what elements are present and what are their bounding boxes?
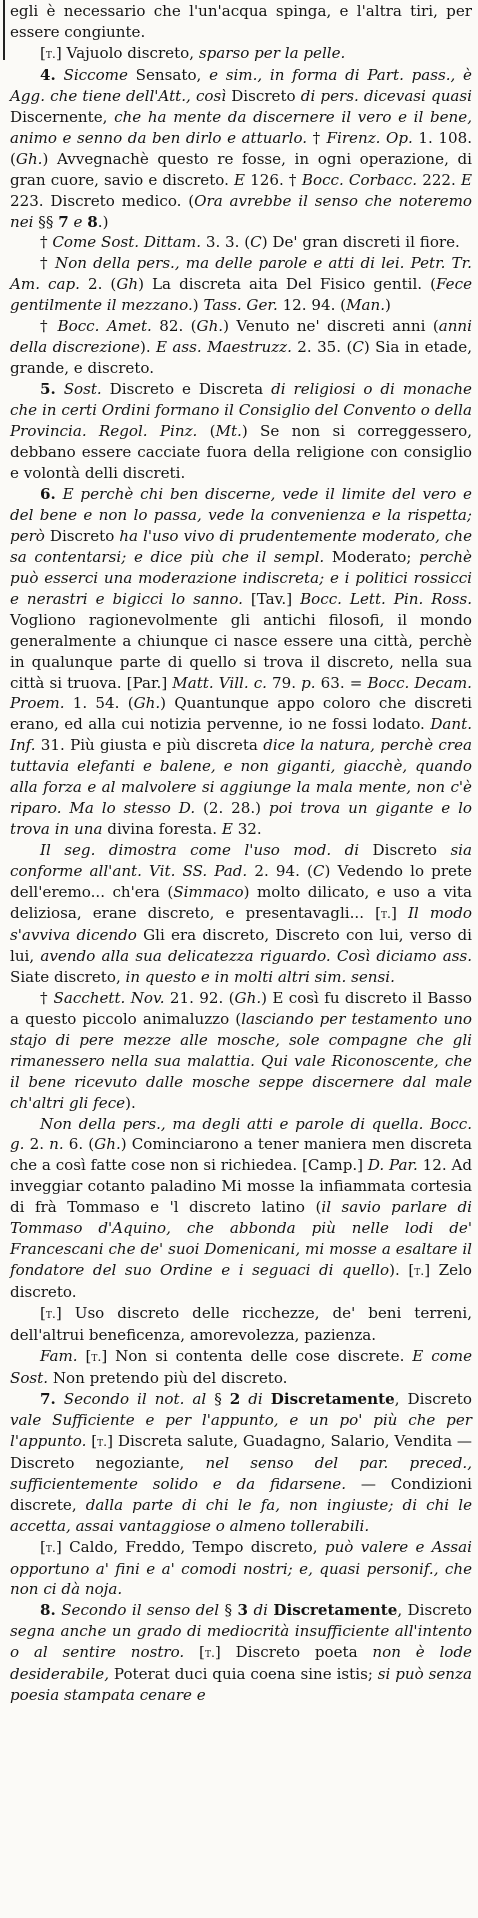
entry-paragraph: 7. Secondo il not. al § 2 di Discretamente, Discreto vale Sufficiente e per l'appunto, e un po' più che per l'appunto. [t.] Discreta salute, Guadagno, Salario, Vendita — Discreto negoziante, nel senso del par. preced., sufficientemente solido e da fidarsene. — Condizioni discrete, dalla parte di chi le fa, non ingiuste; di chi le accetta, assai vantaggiose o almeno tollerabili. — [10, 1389, 473, 1535]
entry-paragraph: 8. Secondo il senso del § 3 di Discretamente, Discreto segna anche un grado di mediocrità insufficiente all'intento o al sentire nostro. [t.] Discreto poeta non è lode desiderabile, Poterat duci quia coena sine istis; si può senza poesia stampata cenare e — [10, 1601, 472, 1705]
entry-paragraph: 4. Siccome Sensato, e sim., in forma di Part. pass., è Agg. che tiene dell'Att., così Discreto di pers. dicevasi quasi Discernente, che ha mente da discernere il vero e il bene, animo e senno da ben dirlo e attuarlo. † Firenz. Op. 1. 108. (Gh.) Avvegnachè questo re fosse, in ogni operazione, di gran cuore, savio e discreto. E 126. † Bocc. Corbacc. 222. E 223. Discreto medico. (Ora avrebbe il senso che noteremo nei §§ 7 e 8.) — [10, 65, 472, 231]
entry-paragraph: 5. Sost. Discreto e Discreta di religiosi o di monache che in certi Ordini formano il Consiglio del Convento o della Provincia. Regol. Pinz. (Mt.) Se non si correggessero, debbano essere cacciate fuora della religione con consiglio e volontà delli discreti. — [10, 380, 472, 482]
entry-paragraph: † Sacchett. Nov. 21. 92. (Gh.) E così fu discreto il Basso a questo piccolo animaluzzo (lasciando per testamento uno stajo di pere mezze alle mosche, sole compagne che gli rimanessero nella sua malattia. Qui vale Riconoscente, che il bene ricevuto dalle mosche seppe discernere dal male ch'altri gli fece). — [10, 988, 473, 1112]
entry-paragraph: [t.] Caldo, Freddo, Tempo discreto, può valere e Assai opportuno a' fini e a' comodi nostri; e, quasi personif., che non ci dà noja. — [10, 1537, 472, 1599]
entry-paragraph: [t.] Vajuolo discreto, sparso per la pelle. — [40, 43, 346, 62]
entry-paragraph: Fam. [t.] Non si contenta delle cose discrete. E come Sost. Non pretendo più del discreto. — [10, 1347, 473, 1387]
entry-text-column — [10, 1, 472, 1706]
entry-paragraph: 6. E perchè chi ben discerne, vede il limite del vero e del bene e non lo passa, vede la convenienza e la rispetta; però Discreto ha l'uso vivo di prudentemente moderato, che sa contentarsi; e dice più che il sempl. Moderato; perchè può esserci una moderazione indiscreta; e i politici rossicci e nerastri e bigicci lo sanno. [Tav.] Bocc. Lett. Pin. Ross. Vogliono ragionevolmente gli antichi filosofi, il mondo generalmente a chiunque ci nasce essere una città, perchè in qualunque parte di quello si trova il discreto, nella sua città si truova. [Par.] Matt. Vill. c. 79. p. 63. = Bocc. Decam. Proem. 1. 54. (Gh.) Quantunque appo coloro che discreti erano, ed alla cui notizia pervenne, io ne fossi lodato. Dant. Inf. 31. Più giusta e più discreta dice la natura, perchè crea tuttavia elefanti e balene, e non giganti, giacchè, quando alla forza e al malvolere si aggiunge la mala mente, non c'è riparo. Ma lo stesso D. (2. 28.) poi trova un gigante e lo trova in una divina foresta. E 32. — [10, 484, 473, 839]
entry-paragraph: † Bocc. Amet. 82. (Gh.) Venuto ne' discreti anni (anni della discrezione). E ass. Maestruzz. 2. 35. (C) Sia in etade, grande, e discreto. — [10, 317, 473, 378]
column-rule — [3, 0, 5, 60]
entry-paragraph: [t.] Uso discreto delle ricchezze, de' beni terreni, dell'altrui beneficenza, amorevolezza, pazienza. — [10, 1304, 472, 1345]
entry-paragraph: Il seg. dimostra come l'uso mod. di Discreto sia conforme all'ant. Vit. SS. Pad. 2. 94. (C) Vedendo lo prete dell'eremo... ch'era (Simmaco) molto dilicato, e uso a vita deliziosa, erane discreto, e presentavagli... [t.] Il modo s'avviva dicendo Gli era discreto, Discreto con lui, verso di lui, avendo alla sua delicatezza riguardo. Così diciamo ass. Siate discreto, in questo e in molti altri sim. sensi. — [10, 841, 473, 986]
entry-paragraph: † Come Sost. Dittam. 3. 3. (C) De' gran discreti il fiore. — [40, 233, 460, 252]
entry-paragraph: † Non della pers., ma delle parole e atti di lei. Petr. Tr. Am. cap. 2. (Gh) La discreta aita Del Fisico gentil. (Fece gentilmente il mezzano.) Tass. Ger. 12. 94. (Man.) — [10, 254, 472, 315]
entry-paragraph: egli è necessario che l'un'acqua spinga, e l'altra tiri, per essere congiunte. — [10, 2, 472, 41]
entry-paragraph: Non della pers., ma degli atti e parole di quella. Bocc. g. 2. n. 6. (Gh.) Cominciarono a tener maniera men discreta che a così fatte cose non si richiedea. [Camp.] D. Par. 12. Ad inveggiar cotanto paladino Mi mosse la infiammata cortesia di frà Tommaso e 'l discreto latino (il savio parlare di Tommaso d'Aquino, che abbonda più nelle lodi de' Francescani che de' suoi Domenicani, mi mosse a esaltare il fondatore del suo Ordine e i seguaci di quello). [t.] Zelo discreto. — [10, 1114, 473, 1302]
